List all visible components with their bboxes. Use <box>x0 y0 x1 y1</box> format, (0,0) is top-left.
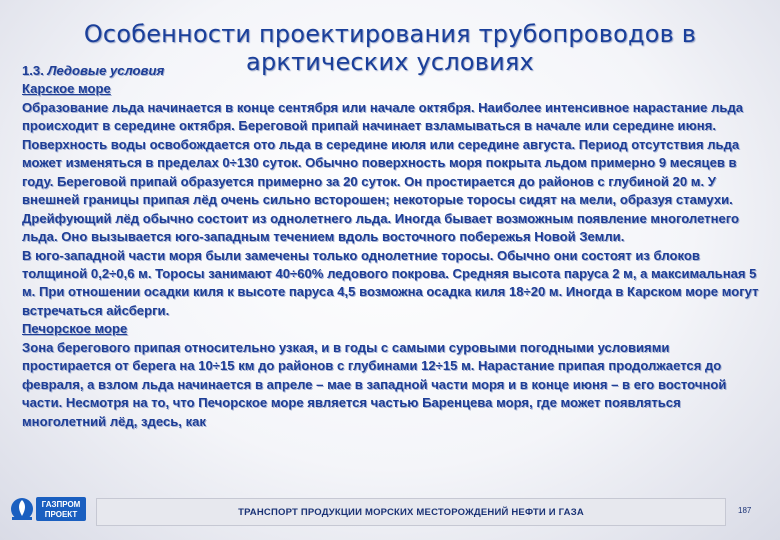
kara-sea-heading: Карское море <box>22 81 111 97</box>
kara-paragraph-2: В юго-западной части моря были замечены только однолетние торосы. Обычно они состоят из блоков толщиной 0,2÷0,6 м. Торосы занимают 40÷60% ледового покрова. Средняя высота паруса 2 м, а максимальная 5 м. При отношении осадки киля к высоте паруса 4,5 возможна осадка киля 18÷20 м. Иногда в Карском море могут встречаться айсберги. <box>22 247 759 318</box>
pechora-paragraph-1: Зона берегового припая относительно узкая, и в годы с самыми суровыми погодными условиями простирается от берега на 10÷15 км до районов с глубинами 12÷15 м. Нарастание припая продолжается до февраля, а взлом льда начинается в апреле – мае в западной части моря и в конце июня – в его восточной части. Несмотря на то, что Печорское море является частью Баренцева моря, где может появляться многолетний лёд, здесь, как <box>22 339 727 429</box>
pechora-sea-heading: Печорское море <box>22 321 128 337</box>
section-title: Ледовые условия <box>47 63 165 78</box>
footer-text: ТРАНСПОРТ ПРОДУКЦИИ МОРСКИХ МЕСТОРОЖДЕНИЙ НЕФТИ И ГАЗА <box>238 506 584 518</box>
section-number: 1.3. <box>22 63 44 78</box>
gazprom-logo <box>8 482 88 530</box>
page-number: 187 <box>738 506 752 515</box>
slide-title: Особенности проектирования трубопроводов в арктических условиях <box>83 20 697 76</box>
section-heading <box>22 62 762 80</box>
flame-logo-icon <box>8 482 88 530</box>
logo-line-1: ГАЗПРОМ <box>41 500 81 509</box>
logo-line-2: ПРОЕКТ <box>44 510 78 519</box>
slide-body <box>22 62 762 431</box>
kara-paragraph-1: Образование льда начинается в конце сентября или начале октября. Наиболее интенсивное нарастание льда происходит в середине октября. Береговой припай начинает взламываться в начале или середине июня. Поверхность воды освобождается ото льда в середине июля или середине августа. Период отсутствия льда может изменяться в пределах 0÷130 суток. Обычно поверхность моря покрыта льдом примерно 9 месяцев в году. Береговой припай образуется примерно за 20 суток. Он простирается до районов с глубиной 20 м. У внешней границы припая лёд очень сильно всторошен; некоторые торосы сидят на мели, образуя стамухи. Дрейфующий лёд обычно состоит из однолетнего льда. Иногда бывает возможным появление многолетнего льда. Оно вызывается юго-западным течением вдоль восточного побережья Новой Земли. <box>22 99 744 245</box>
footer-bar <box>96 498 726 526</box>
